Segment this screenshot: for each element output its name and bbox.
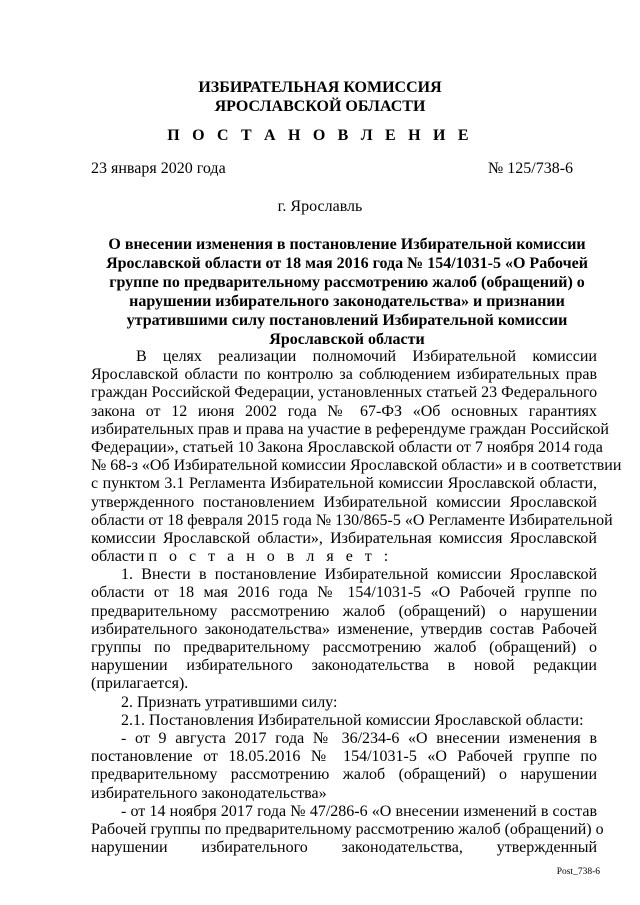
body-line: постановление от 18.05.2016 № 154/1031-5 «О Рабочей группе по (91, 748, 597, 766)
body-line: закона от 12 июня 2002 года № 67-ФЗ «Об основных гарантиях (91, 402, 597, 420)
body-line: избирательного законодательства» изменение, утвердив состав Рабочей (91, 620, 597, 638)
body-line: предварительному рассмотрению жалоб (обращений) о нарушении (91, 766, 597, 784)
document-type: П О С Т А Н О В Л Е Н И Е (167, 127, 473, 144)
body-line: (прилагается). (91, 675, 189, 693)
body-line: граждан Российской Федерации, установленных статьей 23 Федерального (91, 384, 598, 402)
body-line: избирательного законодательства» (91, 784, 327, 802)
body-line: 2.1. Постановления Избирательной комиссии Ярославской области: (121, 711, 584, 729)
body-line: 1. Внести в постановление Избирательной комиссии Ярославской (121, 566, 597, 584)
title-line: Ярославской области (269, 331, 425, 348)
title-line: Ярославской области от 18 мая 2016 года № 154/1031-5 «О Рабочей (106, 255, 588, 272)
body-line: с пунктом 3.1 Регламента Избирательной комиссии Ярославской области, (91, 475, 597, 493)
body-line: Ярославской области по контролю за соблюдением избирательных прав (91, 366, 597, 384)
body-line: области (91, 548, 149, 566)
title-line: группе по предварительному рассмотрению жалоб (обращений) о (109, 274, 585, 291)
body-line: Рабочей группы по предварительному рассмотрению жалоб (обращений) о (91, 820, 604, 838)
document-date: 23 января 2020 года (91, 160, 226, 177)
body-line: предварительному рассмотрению жалоб (обращений) о нарушении (91, 602, 597, 620)
body-line: нарушении избирательного законодательства в новой редакции (91, 657, 597, 675)
document-number: № 125/738-6 (488, 160, 574, 177)
footer-code: Post_738-6 (556, 867, 600, 877)
body-line: - от 14 ноября 2017 года № 47/286-6 «О внесении изменений в состав (121, 802, 597, 820)
body-line: Федерации», статьей 10 Закона Ярославской области от 7 ноября 2014 года (91, 438, 603, 456)
issuer-line-2: ЯРОСЛАВСКОЙ ОБЛАСТИ (214, 98, 426, 115)
issuer-header (0, 78, 640, 116)
title-line: О внесении изменения в постановление Избирательной комиссии (108, 236, 586, 253)
body-line: комиссии Ярославской области», Избирательная комиссия Ярославской (91, 529, 597, 547)
body-line: области от 18 февраля 2015 года № 130/865-5 «О Регламенте Избирательной (91, 511, 613, 529)
document-body (91, 348, 622, 857)
body-line: области от 18 мая 2016 года № 154/1031-5 «О Рабочей группе по (91, 584, 597, 602)
body-line: 2. Признать утратившими силу: (121, 693, 338, 711)
body-line: группы по предварительному рассмотрению жалоб (обращений) о (91, 639, 597, 656)
resolves-word: п о с т а н о в л я е т : (148, 548, 393, 566)
body-line: - от 9 августа 2017 года № 36/234-6 «О внесении изменения в (121, 729, 597, 747)
body-line: утвержденного постановлением Избирательной комиссии Ярославской (91, 493, 597, 511)
document-city: г. Ярославль (277, 198, 363, 215)
document-title (88, 235, 606, 349)
title-line: нарушении избирательного законодательства» и признании (129, 293, 565, 310)
body-line: № 68-з «Об Избирательной комиссии Ярославской области» и в соответствии (91, 457, 622, 475)
body-line: нарушении избирательного законодательства, утвержденный (91, 839, 597, 857)
issuer-line-1: ИЗБИРАТЕЛЬНАЯ КОМИССИЯ (198, 79, 442, 96)
body-line: В целях реализации полномочий Избирательной комиссии (136, 348, 597, 365)
title-line: утратившими силу постановлений Избирательной комиссии (126, 312, 568, 329)
body-line: избирательных прав и права на участие в референдуме граждан Российской (91, 420, 609, 438)
body-line-resolves (91, 548, 597, 566)
